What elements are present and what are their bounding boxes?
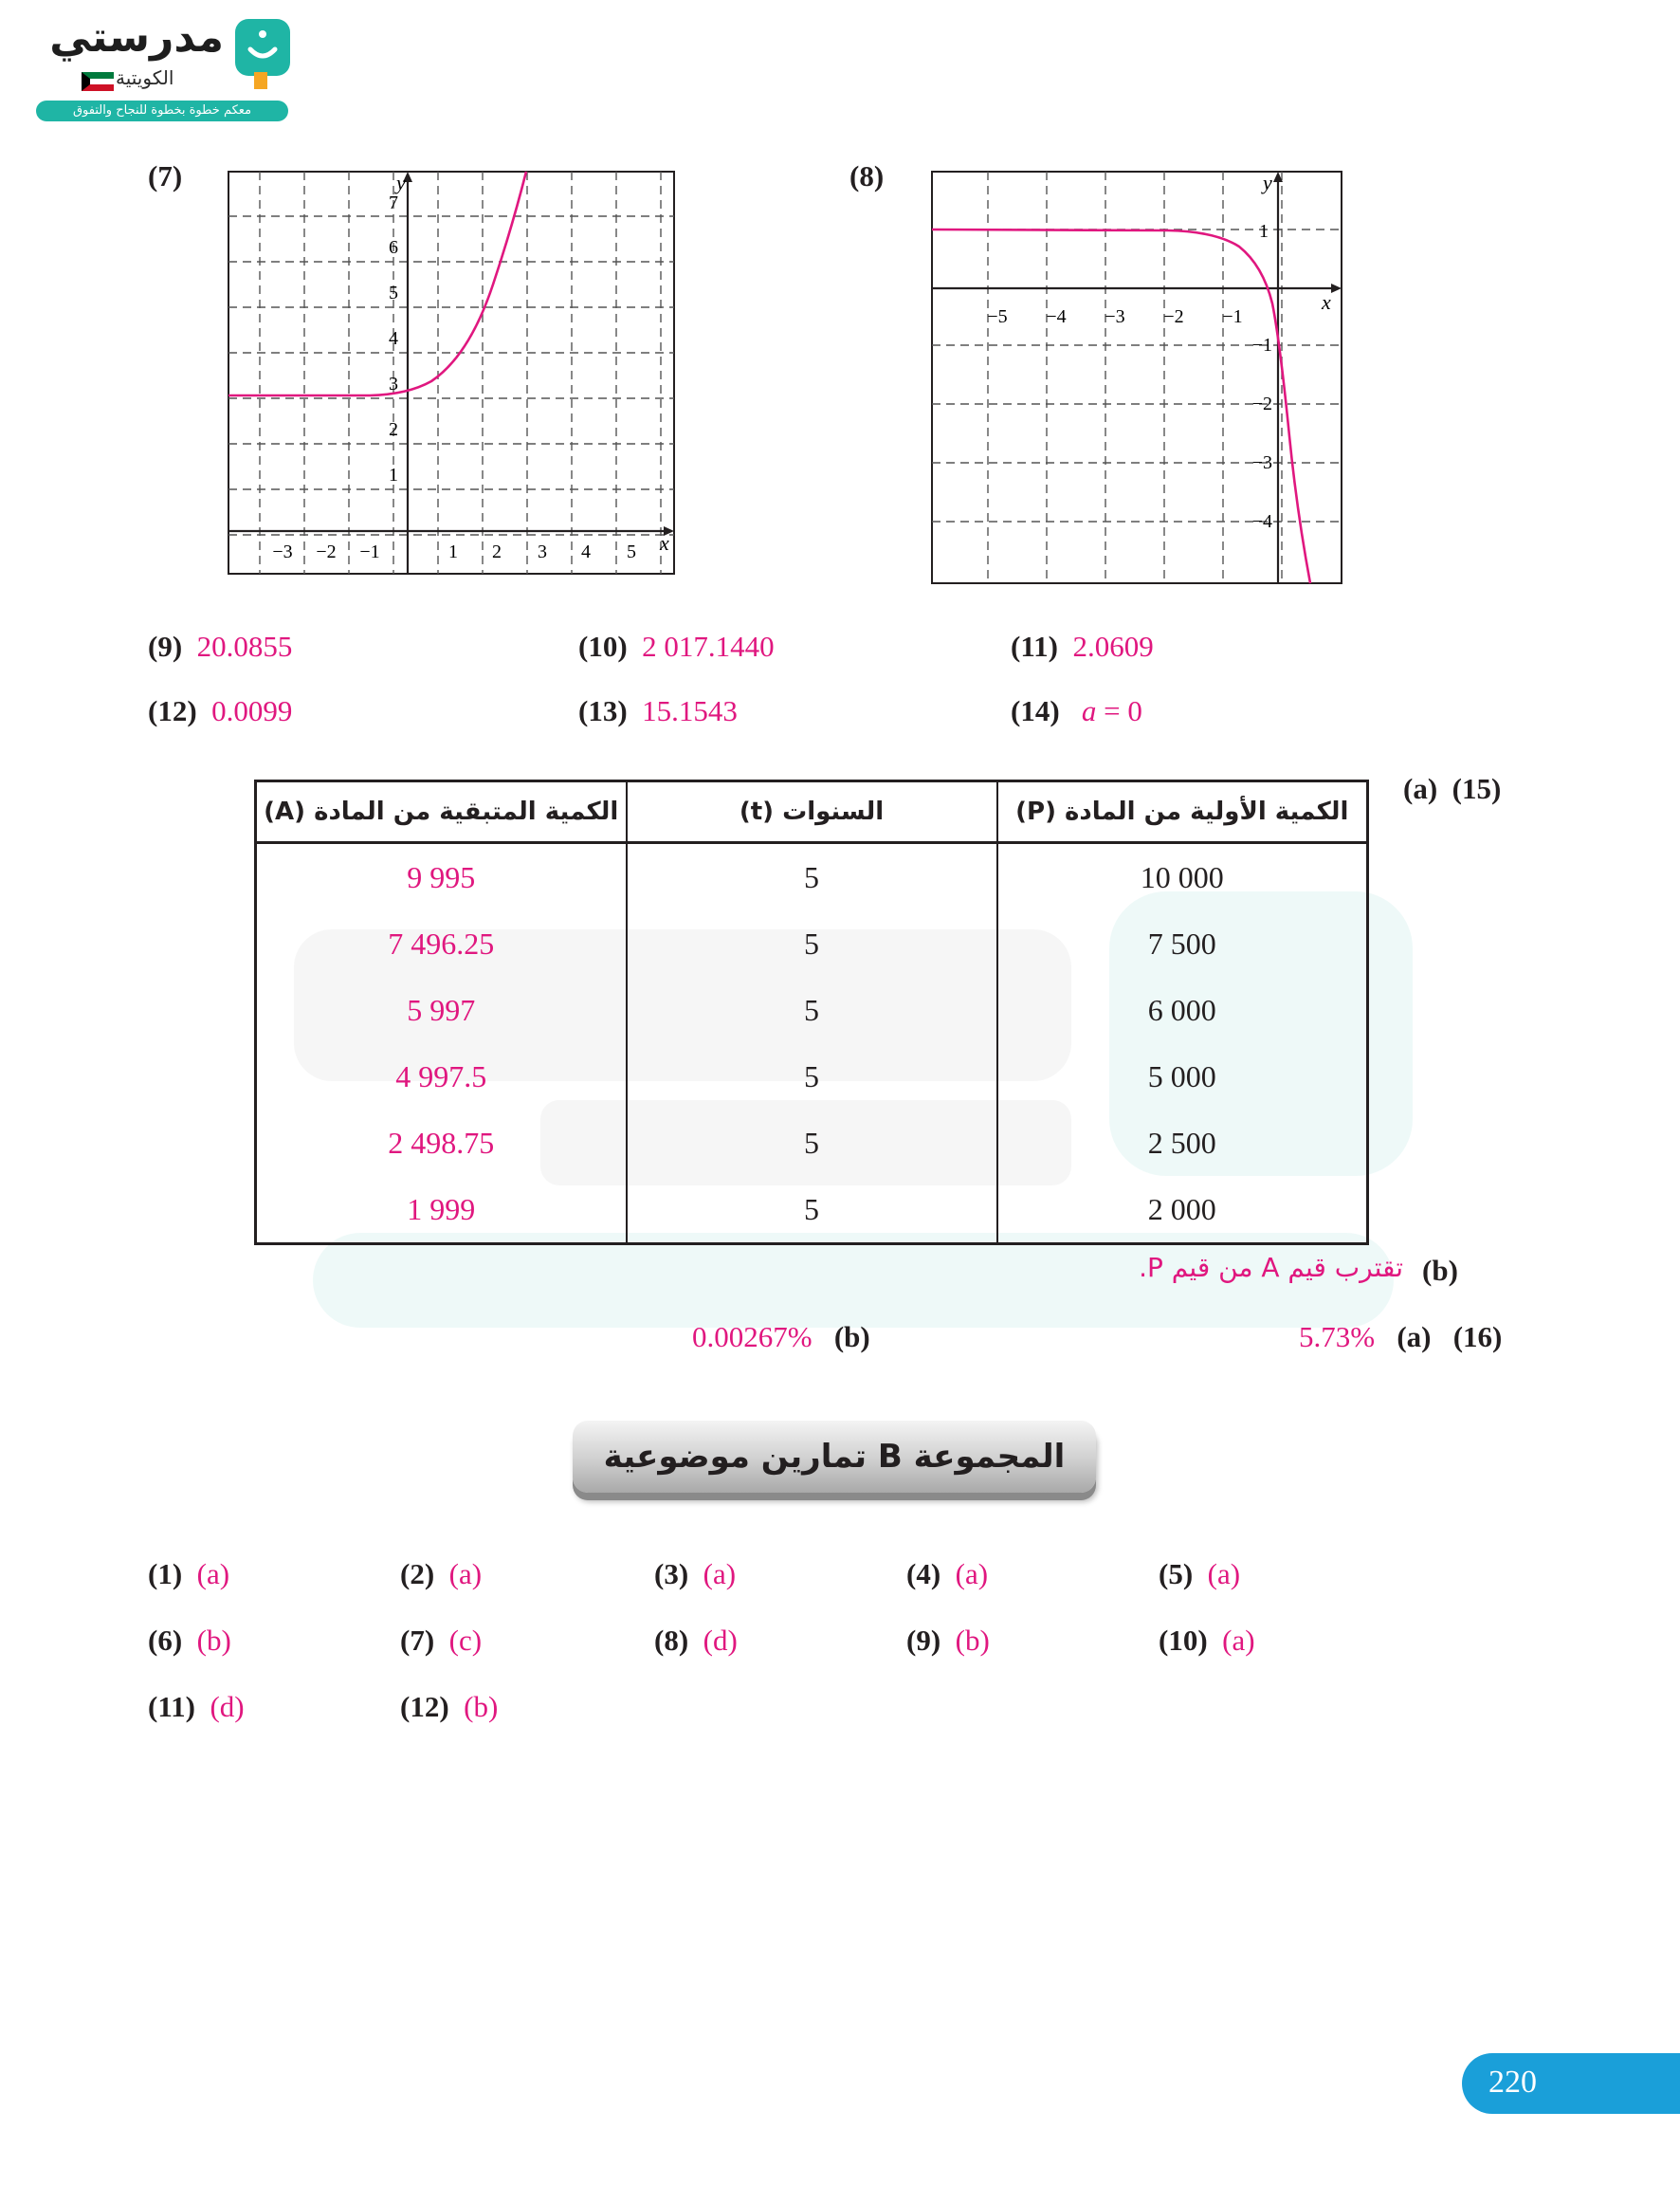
graph7-y-label: y — [396, 171, 406, 194]
graph8-ytick: 1 — [1259, 221, 1269, 242]
q15-table — [254, 780, 1369, 1245]
graph8-ytick: −1 — [1251, 335, 1272, 356]
graph7-label: (7) — [148, 159, 183, 193]
answer-10: (10) 2 017.1440 — [578, 630, 775, 663]
page-number-tab — [1462, 2053, 1680, 2114]
header-initial: الكمية الأولية من المادة (P) — [997, 781, 1368, 843]
graph7-xtick: −1 — [359, 542, 380, 562]
logo-book-icon — [233, 17, 292, 91]
mcq-answer: (11) (d) — [148, 1690, 245, 1723]
graph7-xtick: −3 — [272, 542, 293, 562]
graph7-ytick: 3 — [389, 374, 398, 395]
mcq-answer: (10) (a) — [1159, 1624, 1255, 1657]
graph7-xtick: 1 — [448, 542, 458, 562]
mcq-answer: (5) (a) — [1159, 1557, 1241, 1590]
graph7-xtick: 3 — [538, 542, 547, 562]
answer-14: (14) a = 0 — [1011, 694, 1142, 727]
table-row: 2 498.75 5 2 500 — [256, 1110, 1368, 1176]
graph8-xtick: −4 — [1046, 306, 1067, 327]
mcq-answer: (1) (a) — [148, 1557, 230, 1590]
table-row: 4 997.5 5 5 000 — [256, 1043, 1368, 1110]
logo-subtitle: الكويتية — [116, 66, 174, 89]
answer-13: (13) 15.1543 — [578, 694, 738, 727]
graph8-chart — [931, 171, 1342, 584]
mcq-answer: (9) (b) — [906, 1624, 990, 1657]
table-row: 5 997 5 6 000 — [256, 977, 1368, 1043]
graph7-ytick: 4 — [389, 328, 398, 349]
mcq-answer: (7) (c) — [400, 1624, 483, 1657]
graph8-x-label: x — [1322, 290, 1331, 314]
graph8-label: (8) — [849, 159, 885, 193]
mcq-answer: (6) (b) — [148, 1624, 231, 1657]
graph7-xtick: −2 — [316, 542, 337, 562]
mcq-answer: (2) (a) — [400, 1557, 483, 1590]
logo-name: مدرستي — [49, 13, 224, 62]
graph8-ytick: −4 — [1251, 511, 1272, 532]
answer-9: (9) 20.0855 — [148, 630, 293, 663]
mcq-answer: (4) (a) — [906, 1557, 989, 1590]
q15-label: (a) (15) — [1403, 772, 1502, 805]
table-row: 1 999 5 2 000 — [256, 1176, 1368, 1244]
table-row: 7 496.25 5 7 500 — [256, 910, 1368, 977]
mcq-answer: (12) (b) — [400, 1690, 499, 1723]
table-row: 9 995 5 10 000 — [256, 843, 1368, 911]
graph8-xtick: −1 — [1222, 306, 1243, 327]
graph7-ytick: 2 — [389, 419, 398, 440]
page-number: 220 — [1488, 2065, 1537, 2100]
graph8-xtick: −5 — [987, 306, 1008, 327]
header-remaining: الكمية المتبقية من المادة (A) — [256, 781, 627, 843]
graph7-ytick: 5 — [389, 283, 398, 303]
graph8-ytick: −3 — [1251, 452, 1272, 473]
graph7-xtick: 4 — [581, 542, 591, 562]
graph7-chart — [228, 171, 675, 575]
mcq-answer: (3) (a) — [654, 1557, 737, 1590]
graph7-ytick: 7 — [389, 193, 398, 213]
q15-part-b-answer: تقترب قيم A من قيم P. — [1139, 1252, 1403, 1283]
header-years: السنوات (t) — [627, 781, 997, 843]
graph7-xtick: 2 — [492, 542, 502, 562]
graph7-ytick: 1 — [389, 465, 398, 486]
q15-part-b-label: (b) — [1422, 1254, 1458, 1287]
graph8-ytick: −2 — [1251, 394, 1272, 414]
brand-logo — [34, 13, 300, 123]
graph7-xtick: 5 — [627, 542, 636, 562]
graph8-xtick: −3 — [1105, 306, 1125, 327]
graph8-y-label: y — [1263, 171, 1272, 194]
answer-12: (12) 0.0099 — [148, 694, 293, 727]
graph7-ytick: 6 — [389, 237, 398, 258]
group-b-heading: المجموعة B تمارين موضوعية — [573, 1421, 1096, 1493]
answer-11: (11) 2.0609 — [1011, 630, 1154, 663]
mcq-answer: (8) (d) — [654, 1624, 738, 1657]
q16-part-a: 5.73% (a) (16) — [1299, 1320, 1503, 1353]
graph7-x-label: x — [660, 531, 669, 555]
kuwait-flag-icon — [82, 72, 114, 91]
logo-tagline: معكم خطوة بخطوة للنجاح والتفوق — [36, 101, 288, 121]
q16-part-b: 0.00267% (b) — [692, 1320, 870, 1353]
graph8-xtick: −2 — [1163, 306, 1184, 327]
